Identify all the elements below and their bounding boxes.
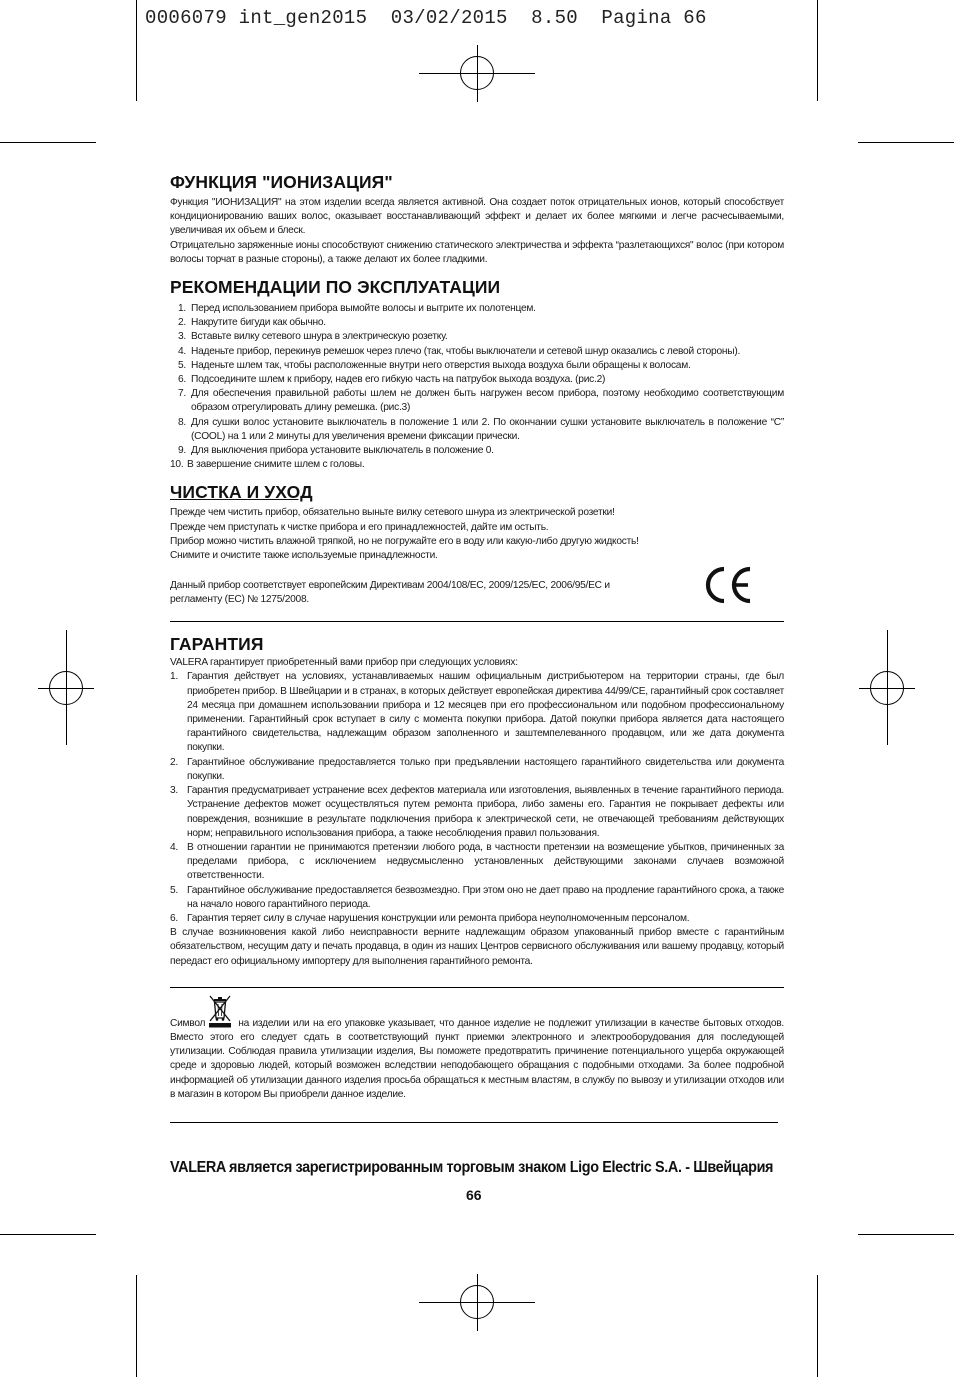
list-item-text: Гарантия теряет силу в случае нарушения конструкции или ремонта прибора неуполномоченным персоналом. (187, 912, 690, 924)
list-item-number: 4. (178, 345, 186, 357)
list-item (170, 316, 784, 330)
list-item-number: 4. (170, 841, 178, 853)
list-item (170, 444, 784, 458)
list-item-number: 8. (178, 416, 186, 428)
list-item-text: Для сушки волос установите выключатель в положение 1 или 2. По окончании сушки установите выключатель в положение “C” (COOL) на 1 или 2 минуты для увеличения времени фиксации прически. (191, 416, 784, 442)
registration-mark-icon (49, 671, 83, 705)
list-item-text: Гарантия действует на условиях, устанавливаемых нашим официальным дистрибьютером на территории страны, где был приобретен прибор. В Швейцарии и в странах, в которых действует европейская директива 44/99/CE, гарантийный срок составляет 24 месяца при домашнем использовании прибора и 12 месяцев при его профессиональном или подобном профессиональному применении. Гарантийный срок вступает в силу с момента покупки прибора. Датой покупки прибора является дата настоящего гарантийного свидетельства, надлежащим образом заполненного и заштемпелеванного продавцом, или же дата документа покупки. (187, 671, 784, 754)
list-item-text: Для выключения прибора установите выключатель в положение 0. (191, 445, 494, 457)
print-slug: 0006079 int_gen2015 03/02/2015 8.50 Pagina 66 (145, 7, 707, 29)
registration-mark-icon (460, 1285, 494, 1319)
list-item-number: 9. (178, 445, 186, 457)
list-item (170, 756, 784, 784)
warranty-list (170, 670, 784, 926)
list-item-text: Перед использованием прибора вымойте волосы и вытрите их полотенцем. (191, 303, 536, 315)
crop-mark (0, 1234, 96, 1235)
registration-mark-icon (870, 671, 904, 705)
list-item (170, 359, 784, 373)
list-item (170, 912, 784, 926)
crop-mark (817, 1275, 818, 1377)
ionization-title: ФУНКЦИЯ "ИОНИЗАЦИЯ" (170, 172, 393, 192)
usage-title: РЕКОМЕНДАЦИИ ПО ЭКСПЛУАТАЦИИ (170, 277, 501, 298)
crop-mark (0, 142, 96, 143)
list-item-text: Гарантийное обслуживание предоставляется безвозмездно. При этом оно не дает право на продление гарантийного срока, а также на начало нового гарантийного периода. (187, 884, 784, 910)
list-item (170, 884, 784, 912)
ionization-section (170, 172, 784, 267)
list-item-number: 1. (178, 303, 186, 315)
cleaning-line: Снимите и очистите также используемые принадлежности. (170, 550, 438, 562)
weee-text (170, 994, 784, 1102)
ionization-paragraph: Отрицательно заряженные ионы способствуют снижению статического электричества и эффекта “разлетающихся" волос (при котором волосы торчат в разные стороны), а также делают их более гладкими. (170, 239, 784, 265)
list-item-text: Наденьте прибор, перекинув ремешок через плечо (так, чтобы выключатели и сетевой шнур оказались с левой стороны). (191, 345, 741, 357)
list-item (170, 302, 784, 316)
directive-text: Данный прибор соответствует европейским Директивам 2004/108/EC, 2009/125/EC, 2006/95/EC и регламенту (EC) № 1275/2008. (170, 580, 610, 606)
list-item (170, 345, 784, 359)
directive-block (170, 579, 784, 609)
cleaning-line: Прежде чем чистить прибор, обязательно выньте вилку сетевого шнура из электрической розетки! (170, 507, 615, 519)
weee-block (170, 994, 784, 1102)
warranty-title: ГАРАНТИЯ (170, 634, 264, 655)
crop-mark (136, 0, 137, 101)
list-item (170, 387, 784, 415)
list-item-text: В отношении гарантии не принимаются претензии любого рода, в частности претензии на возмещение убытков, причиненных за пределами прибора, с исключением недвусмысленно установленных действующими законами случаев возможной ответственности. (187, 841, 784, 882)
list-item-text: Накрутите бигуди как обычно. (191, 317, 326, 329)
list-item-number: 6. (170, 912, 178, 924)
list-item-text: Вставьте вилку сетевого шнура в электрическую розетку. (191, 331, 448, 343)
divider (170, 621, 784, 622)
page-content (170, 172, 784, 1102)
list-item-number: 6. (178, 374, 186, 386)
warranty-intro: VALERA гарантирует приобретенный вами прибор при следующих условиях: (170, 657, 518, 669)
divider (170, 987, 784, 988)
list-item (170, 330, 784, 344)
list-item-number: 7. (178, 388, 186, 400)
list-item (170, 373, 784, 387)
usage-section (170, 277, 784, 472)
divider (170, 1122, 778, 1123)
cleaning-line: Прежде чем приступать к чистке прибора и его принадлежностей, дайте им остыть. (170, 521, 549, 533)
registration-mark-icon (460, 56, 494, 90)
usage-list (170, 302, 784, 472)
list-item-text: Для обеспечения правильной работы шлем не должен быть нагружен весом прибора, поэтому необходимо соответствующим образом отрегулировать длину ремешка. (рис.3) (191, 388, 784, 414)
crop-mark (136, 1275, 137, 1377)
crop-mark (858, 142, 954, 143)
cleaning-line: Прибор можно чистить влажной тряпкой, но не погружайте его в воду или какую-либо другую жидкость! (170, 535, 639, 547)
list-item (170, 784, 784, 841)
list-item (170, 841, 784, 884)
weee-body: на изделии или на его упаковке указывает, что данное изделие не подлежит утилизации в качестве бытовых отходов. Вместо этого его следует сдать в соответствующий пункт приемки электронного и электрооборудования для последующей утилизации. Соблюдая правила утилизации изделия, Вы поможете предотвратить причинение потенциального ущерба окружающей среде и здоровью людей, который возможен вследствии неподобающего обращания с подобными отходами. За более подробной информацией об утилизации данного изделия просьба обращаться к местным властям, в службу по вывозу и утилизации отходов или в магазин в котором Вы приобрели данное изделие. (170, 1017, 784, 1100)
list-item-text: Гарантия предусматривает устранение всех дефектов материала или изготовления, выявленных в течение гарантийного периода. Устранение дефектов может осуществляться путем ремонта прибора, либо замены его. Гарантия не покрывает дефекты или повреждения, возникшие в результате подключения прибора к электрической сети, не отвечающей требованиям действующих норм; неправильного использования прибора, а также несоблюдения правил пользования. (187, 785, 784, 839)
list-item-number: 5. (178, 359, 186, 371)
weee-prefix: Символ (170, 1017, 206, 1029)
list-item-text: Подсоедините шлем к прибору, надев его гибкую часть на патрубок выхода воздуха. (рис.2) (191, 374, 606, 386)
cleaning-section (170, 482, 784, 563)
list-item (170, 670, 784, 755)
crop-mark (817, 0, 818, 101)
list-item-number: 5. (170, 884, 178, 896)
page-number: 66 (466, 1187, 482, 1203)
list-item (170, 416, 784, 444)
list-item-text: В завершение снимите шлем с головы. (187, 459, 365, 471)
crossed-bin-icon (206, 994, 234, 1028)
list-item (170, 458, 784, 472)
ionization-paragraph: Функция "ИОНИЗАЦИЯ" на этом изделии всегда является активной. Она создает поток отрицательных ионов, который способствует кондиционированию ваших волос, оказывает восстанавливающий эффект и делает их более мягкими и легче расчесываемыми, увеличивая их объем и блеск. (170, 197, 784, 237)
list-item-number: 3. (170, 785, 178, 797)
list-item-number: 3. (178, 331, 186, 343)
crop-mark (858, 1234, 954, 1235)
list-item-number: 10. (170, 459, 184, 471)
ce-mark-icon (704, 565, 756, 605)
list-item-text: Наденьте шлем так, чтобы расположенные внутри него отверстия выхода воздуха были обращены к волосам. (191, 359, 691, 371)
cleaning-title: ЧИСТКА И УХОД (170, 482, 313, 503)
brand-trademark-line: VALERA является зарегистрированным торговым знаком Ligo Electric S.A. - Швейцария (170, 1159, 774, 1176)
warranty-closing: В случае возникновения какой либо неисправности верните надлежащим образом упакованный прибор вместе с гарантийным обязательством, несущим дату и печать продавца, в один из наших Центров сервисного обслуживания или вашему продавцу, который передаст его официальному импортеру для выполнения гарантийного ремонта. (170, 927, 784, 967)
list-item-number: 2. (170, 756, 178, 768)
list-item-number: 1. (170, 671, 178, 683)
list-item-text: Гарантийное обслуживание предоставляется только при предъявлении настоящего гарантийного свидетельства или документа покупки. (187, 756, 784, 782)
warranty-section (170, 634, 784, 968)
list-item-number: 2. (178, 317, 186, 329)
